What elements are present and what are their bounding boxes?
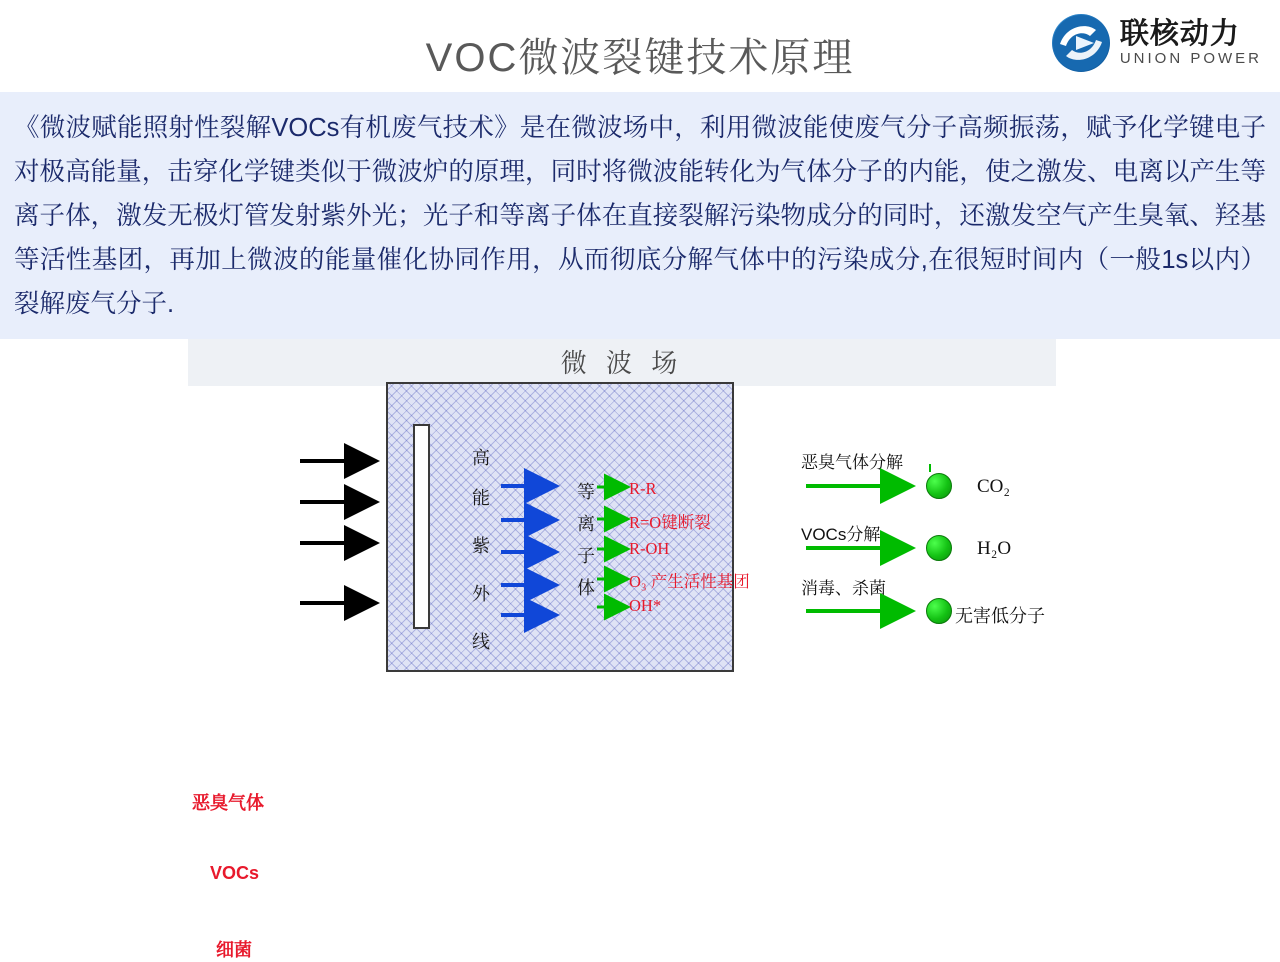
process-diagram	[0, 339, 1280, 960]
uv-label-char-3: 外	[472, 584, 490, 604]
product-dot-2	[926, 598, 952, 624]
product-name-1: H₂O	[977, 538, 1012, 559]
page-title: VOC微波裂键技术原理	[425, 36, 855, 80]
output-label-1: VOCs分解	[801, 525, 881, 544]
product-name-2: 无害低分子	[955, 606, 1045, 626]
brand-logo	[1052, 14, 1262, 72]
output-label-2: 消毒、杀菌	[801, 579, 886, 598]
uv-label-char-4: 线	[472, 632, 490, 652]
brand-name-cn: 联核动力	[1119, 17, 1240, 50]
reaction-2: R-OH	[629, 539, 670, 558]
plasma-label-char-2: 子	[577, 546, 595, 566]
electrodeless-lamp	[413, 424, 430, 629]
brand-text	[1120, 19, 1262, 67]
description-paragraph: 《微波赋能照射性裂解VOCs有机废气技术》是在微波场中，利用微波能使废气分子高频振荡，赋予化学键电子对极高能量，击穿化学键类似于微波炉的原理，同时将微波能转化为气体分子的内能，使之激发、电离以产生等离子体，激发无极灯管发射紫外光；光子和等离子体在直接裂解污染物成分的同时，还激发空气产生臭氧、羟基等活性基团，再加上微波的能量催化协同作用，从而彻底分解气体中的污染成分,在很短时间内（一般1s以内）裂解废气分子.	[14, 114, 1266, 318]
uv-label-char-0: 高	[472, 448, 490, 468]
description-band	[0, 92, 1280, 339]
input-label-bacteria: 细菌	[216, 940, 252, 960]
product-dot-0	[926, 473, 952, 499]
brand-name-en: UNION POWER	[1119, 50, 1262, 68]
product-dot-1	[926, 535, 952, 561]
plasma-label-char-1: 离	[577, 514, 595, 534]
slide-header	[0, 0, 1280, 92]
reaction-0: R-R	[629, 479, 657, 498]
reaction-4: OH*	[629, 596, 662, 615]
output-label-0: 恶臭气体分解	[801, 453, 903, 472]
input-label-vocs: VOCs	[210, 863, 260, 883]
reaction-3: O₃ 产生活性基团	[629, 572, 750, 591]
plasma-label-char-0: 等	[577, 482, 595, 502]
diagram-caption: 微 波 场	[560, 348, 684, 378]
uv-label-char-1: 能	[472, 488, 490, 508]
uv-label-char-2: 紫	[472, 536, 490, 556]
plasma-label-char-3: 体	[577, 578, 595, 598]
union-power-logo-icon	[1052, 14, 1110, 72]
product-name-0: CO₂	[977, 476, 1011, 497]
reaction-1: R=O键断裂	[629, 513, 711, 532]
input-label-odor-gas: 恶臭气体	[192, 793, 264, 813]
